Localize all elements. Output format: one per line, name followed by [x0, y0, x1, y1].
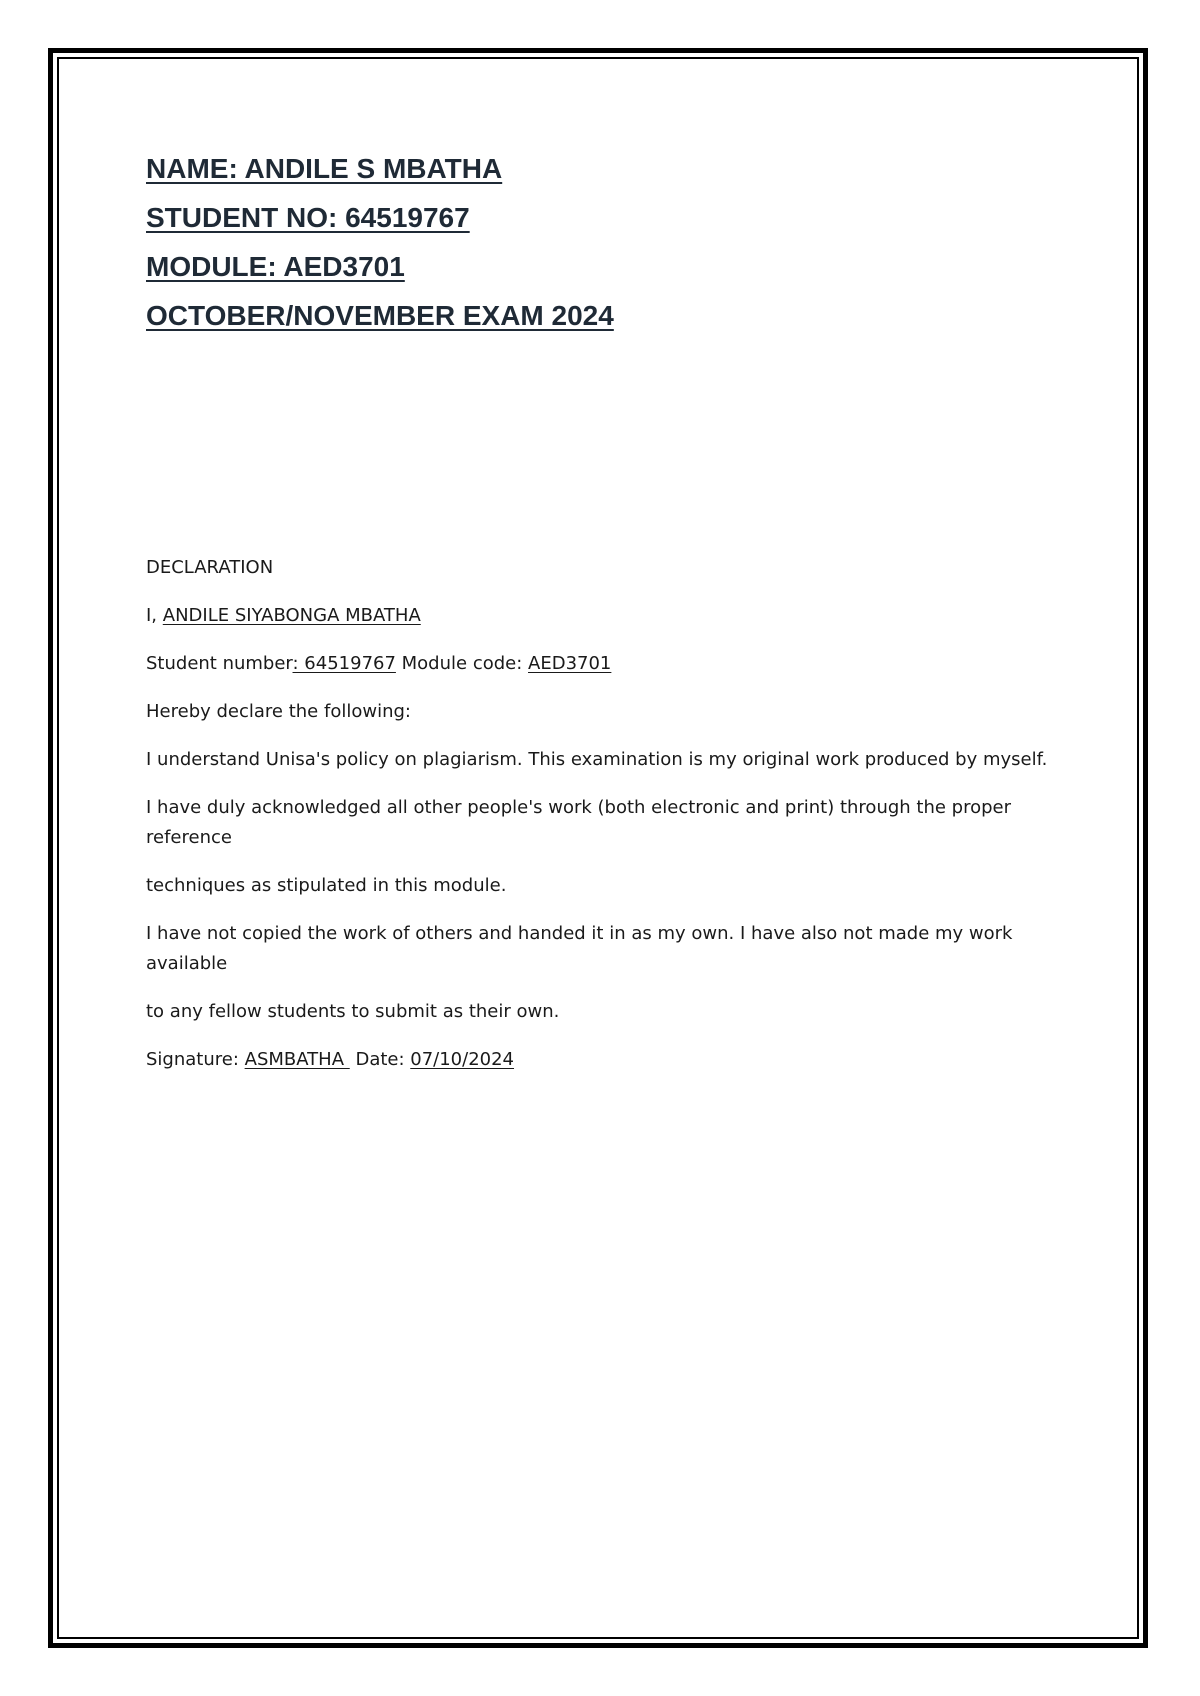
module-code-value: AED3701 [528, 653, 612, 674]
signature-label: Signature: [146, 1049, 245, 1070]
declaration-paragraph-3: techniques as stipulated in this module. [146, 875, 507, 896]
student-name-heading: NAME: ANDILE S MBATHA [146, 153, 503, 184]
student-number-value: : 64519767 [292, 653, 396, 674]
declarant-full-name: ANDILE SIYABONGA MBATHA [162, 605, 421, 626]
cover-header [146, 144, 614, 340]
module-code-label: Module code: [395, 653, 529, 674]
exam-heading: OCTOBER/NOVEMBER EXAM 2024 [146, 300, 614, 331]
declaration-paragraph-2: I have duly acknowledged all other people's work (both electronic and print) through the proper reference [146, 797, 1012, 848]
student-number-heading: STUDENT NO: 64519767 [146, 202, 470, 233]
declaration-paragraph-1: I understand Unisa's policy on plagiarism. This examination is my original work produced by myself. [146, 749, 1048, 770]
declaration-paragraph-5: to any fellow students to submit as their own. [146, 1001, 560, 1022]
student-module-line [146, 649, 1076, 679]
hereby-declare: Hereby declare the following: [146, 701, 411, 722]
signature-value: ASMBATHA [244, 1049, 350, 1070]
declaration-section [146, 553, 1076, 1093]
declaration-paragraph-4: I have not copied the work of others and handed it in as my own. I have also not made my work available [146, 923, 1013, 974]
signature-date-line [146, 1045, 1076, 1075]
date-label: Date: [349, 1049, 411, 1070]
name-prefix: I, [146, 605, 163, 626]
declaration-name-line [146, 601, 1076, 631]
student-number-label: Student number [146, 653, 293, 674]
declaration-title: DECLARATION [146, 557, 274, 578]
module-heading: MODULE: AED3701 [146, 251, 405, 282]
date-value: 07/10/2024 [410, 1049, 515, 1070]
